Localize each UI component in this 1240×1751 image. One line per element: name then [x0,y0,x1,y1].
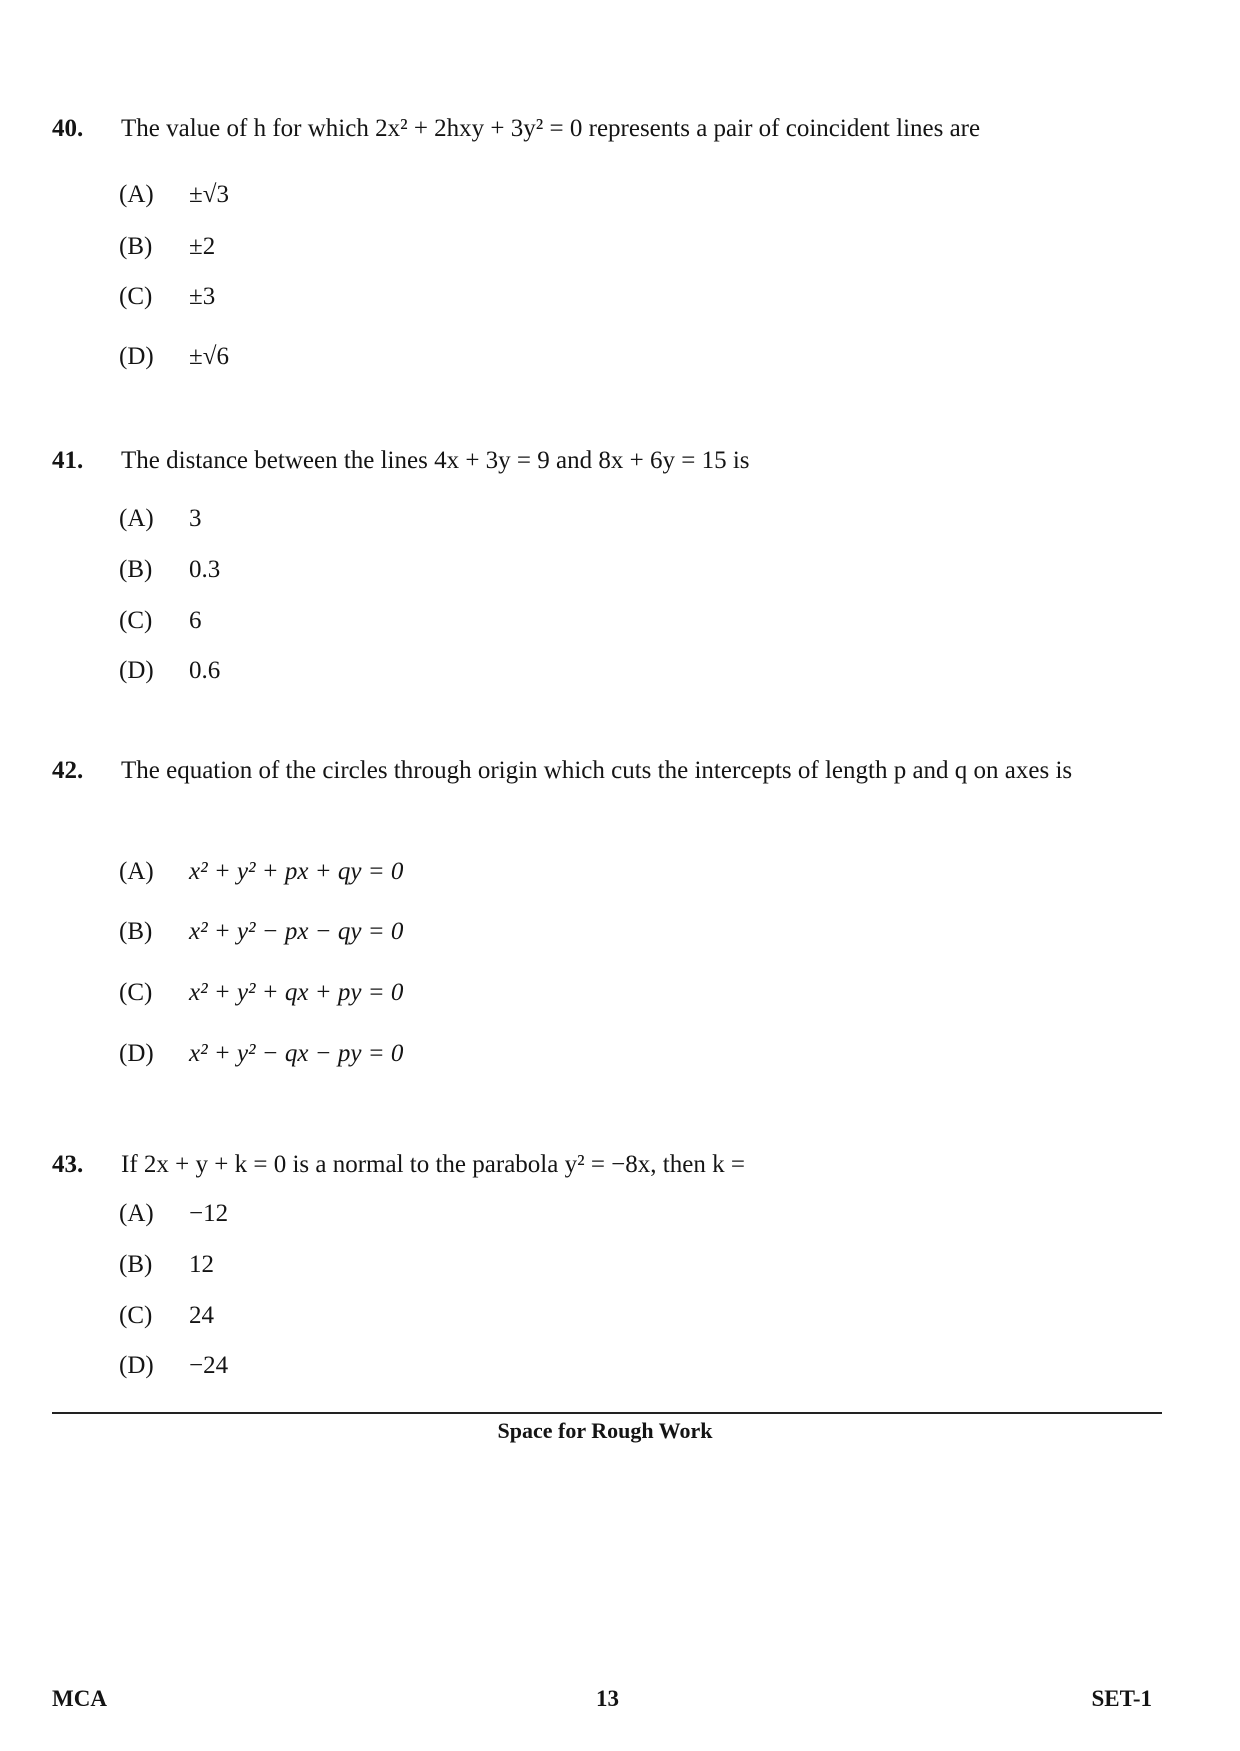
rough-work-heading: Space for Rough Work [497,1418,713,1443]
option-b: (B) 0.3 [119,556,221,583]
question-text: The distance between the lines 4x + 3y = 9 and 8x + 6y = 15 is [121,447,750,474]
option-d: (D) x² + y² − qx − py = 0 [119,1040,404,1067]
footer-set-label: SET-1 [1091,1686,1152,1711]
option-c: (C) x² + y² + qx + py = 0 [119,979,404,1006]
option-c: (C) 24 [119,1302,214,1329]
option-a: (A) ±√3 [119,181,229,208]
option-a: (A) x² + y² + px + qy = 0 [119,858,404,885]
option-b: (B) ±2 [119,233,216,260]
footer-page-number: 13 [596,1686,619,1711]
option-c: (C) 6 [119,607,202,634]
question-number: 42. [52,757,84,784]
option-b: (B) x² + y² − px − qy = 0 [119,918,404,945]
question-text: If 2x + y + k = 0 is a normal to the parabola y² = −8x, then k = [121,1151,745,1178]
divider-line [52,1412,1162,1414]
option-a: (A) 3 [119,505,202,532]
question-number: 41. [52,447,84,474]
option-c: (C) ±3 [119,283,216,310]
question-text: The value of h for which 2x² + 2hxy + 3y² = 0 represents a pair of coincident lines are [121,115,981,142]
option-d: (D) −24 [119,1352,229,1379]
footer-exam-code: MCA [52,1686,107,1711]
option-d: (D) 0.6 [119,657,221,684]
option-d: (D) ±√6 [119,343,229,370]
question-text: The equation of the circles through origin which cuts the intercepts of length p and q on axes is [121,757,1073,784]
question-number: 40. [52,115,84,142]
option-b: (B) 12 [119,1251,214,1278]
question-number: 43. [52,1151,84,1178]
option-a: (A) −12 [119,1200,229,1227]
